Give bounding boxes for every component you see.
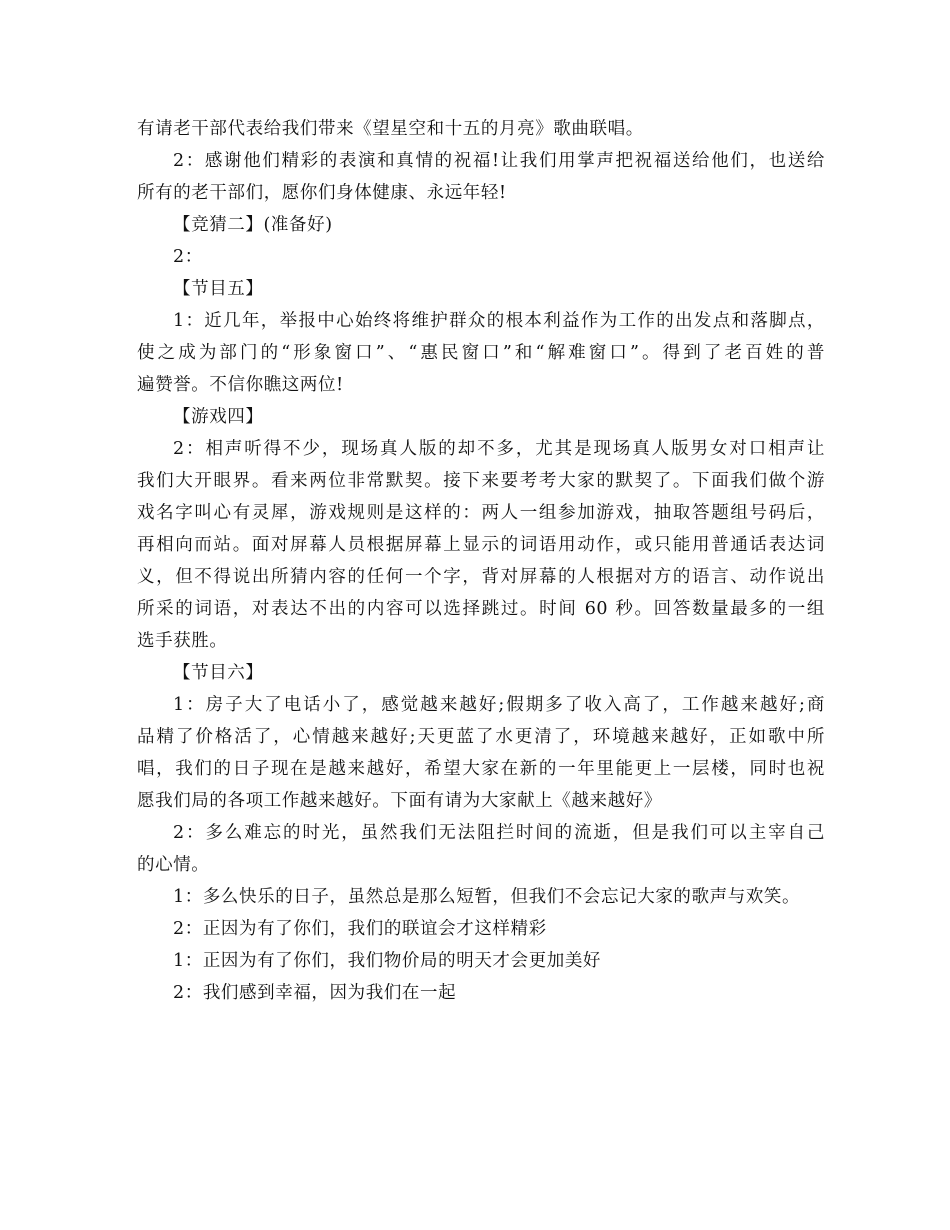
- text-line: 戏名字叫心有灵犀，游戏规则是这样的：两人一组参加游戏，抽取答题组号码后，: [137, 503, 825, 523]
- text-line: 【节目六】: [173, 663, 264, 683]
- text-line: 遍赞誉。不信你瞧这两位!: [137, 375, 344, 395]
- text-line: 2：正因为有了你们，我们的联谊会才这样精彩: [173, 919, 547, 939]
- text-line: 的心情。: [137, 855, 210, 875]
- text-line: 选手获胜。: [137, 631, 228, 651]
- text-line: 【节目五】: [173, 279, 264, 299]
- text-line: 有请老干部代表给我们带来《望星空和十五的月亮》歌曲联唱。: [137, 119, 644, 139]
- text-line: 所采的词语，对表达不出的内容可以选择跳过。时间 60 秒。回答数量最多的一组: [137, 599, 825, 619]
- text-line: 1：近几年，举报中心始终将维护群众的根本利益作为工作的出发点和落脚点，: [173, 311, 825, 331]
- text-line: 1：多么快乐的日子，虽然总是那么短暂，但我们不会忘记大家的歌声与欢笑。: [173, 887, 801, 907]
- text-line: 2：我们感到幸福，因为我们在一起: [173, 983, 457, 1003]
- text-line: 唱，我们的日子现在是越来越好，希望大家在新的一年里能更上一层楼，同时也祝: [137, 759, 825, 779]
- text-line: 所有的老干部们，愿你们身体健康、永远年轻!: [137, 183, 507, 203]
- document-body: [137, 113, 825, 1009]
- text-line: 2：相声听得不少，现场真人版的却不多，尤其是现场真人版男女对口相声让: [173, 439, 825, 459]
- text-line: 1：房子大了电话小了，感觉越来越好;假期多了收入高了，工作越来越好;商: [173, 695, 825, 715]
- text-line: 1：正因为有了你们，我们物价局的明天才会更加美好: [173, 951, 602, 971]
- text-line: 义，但不得说出所猜内容的任何一个字，背对屏幕的人根据对方的语言、动作说出: [137, 567, 825, 587]
- text-line: 愿我们局的各项工作越来越好。下面有请为大家献上《越来越好》: [137, 791, 662, 811]
- text-line: 【游戏四】: [173, 407, 264, 427]
- text-line: 我们大开眼界。看来两位非常默契。接下来要考考大家的默契了。下面我们做个游: [137, 471, 825, 491]
- text-line: 2：: [173, 247, 203, 267]
- text-line: 再相向而站。面对屏幕人员根据屏幕上显示的词语用动作，或只能用普通话表达词: [137, 535, 825, 555]
- text-line: 2：多么难忘的时光，虽然我们无法阻拦时间的流逝，但是我们可以主宰自己: [173, 823, 825, 843]
- text-line: 品精了价格活了，心情越来越好;天更蓝了水更清了，环境越来越好，正如歌中所: [137, 727, 825, 747]
- text-line: 【竞猜二】(准备好): [173, 215, 333, 235]
- text-line: 使之成为部门的“形象窗口”、“惠民窗口”和“解难窗口”。得到了老百姓的普: [137, 343, 825, 363]
- text-line: 2：感谢他们精彩的表演和真情的祝福!让我们用掌声把祝福送给他们，也送给: [173, 151, 825, 171]
